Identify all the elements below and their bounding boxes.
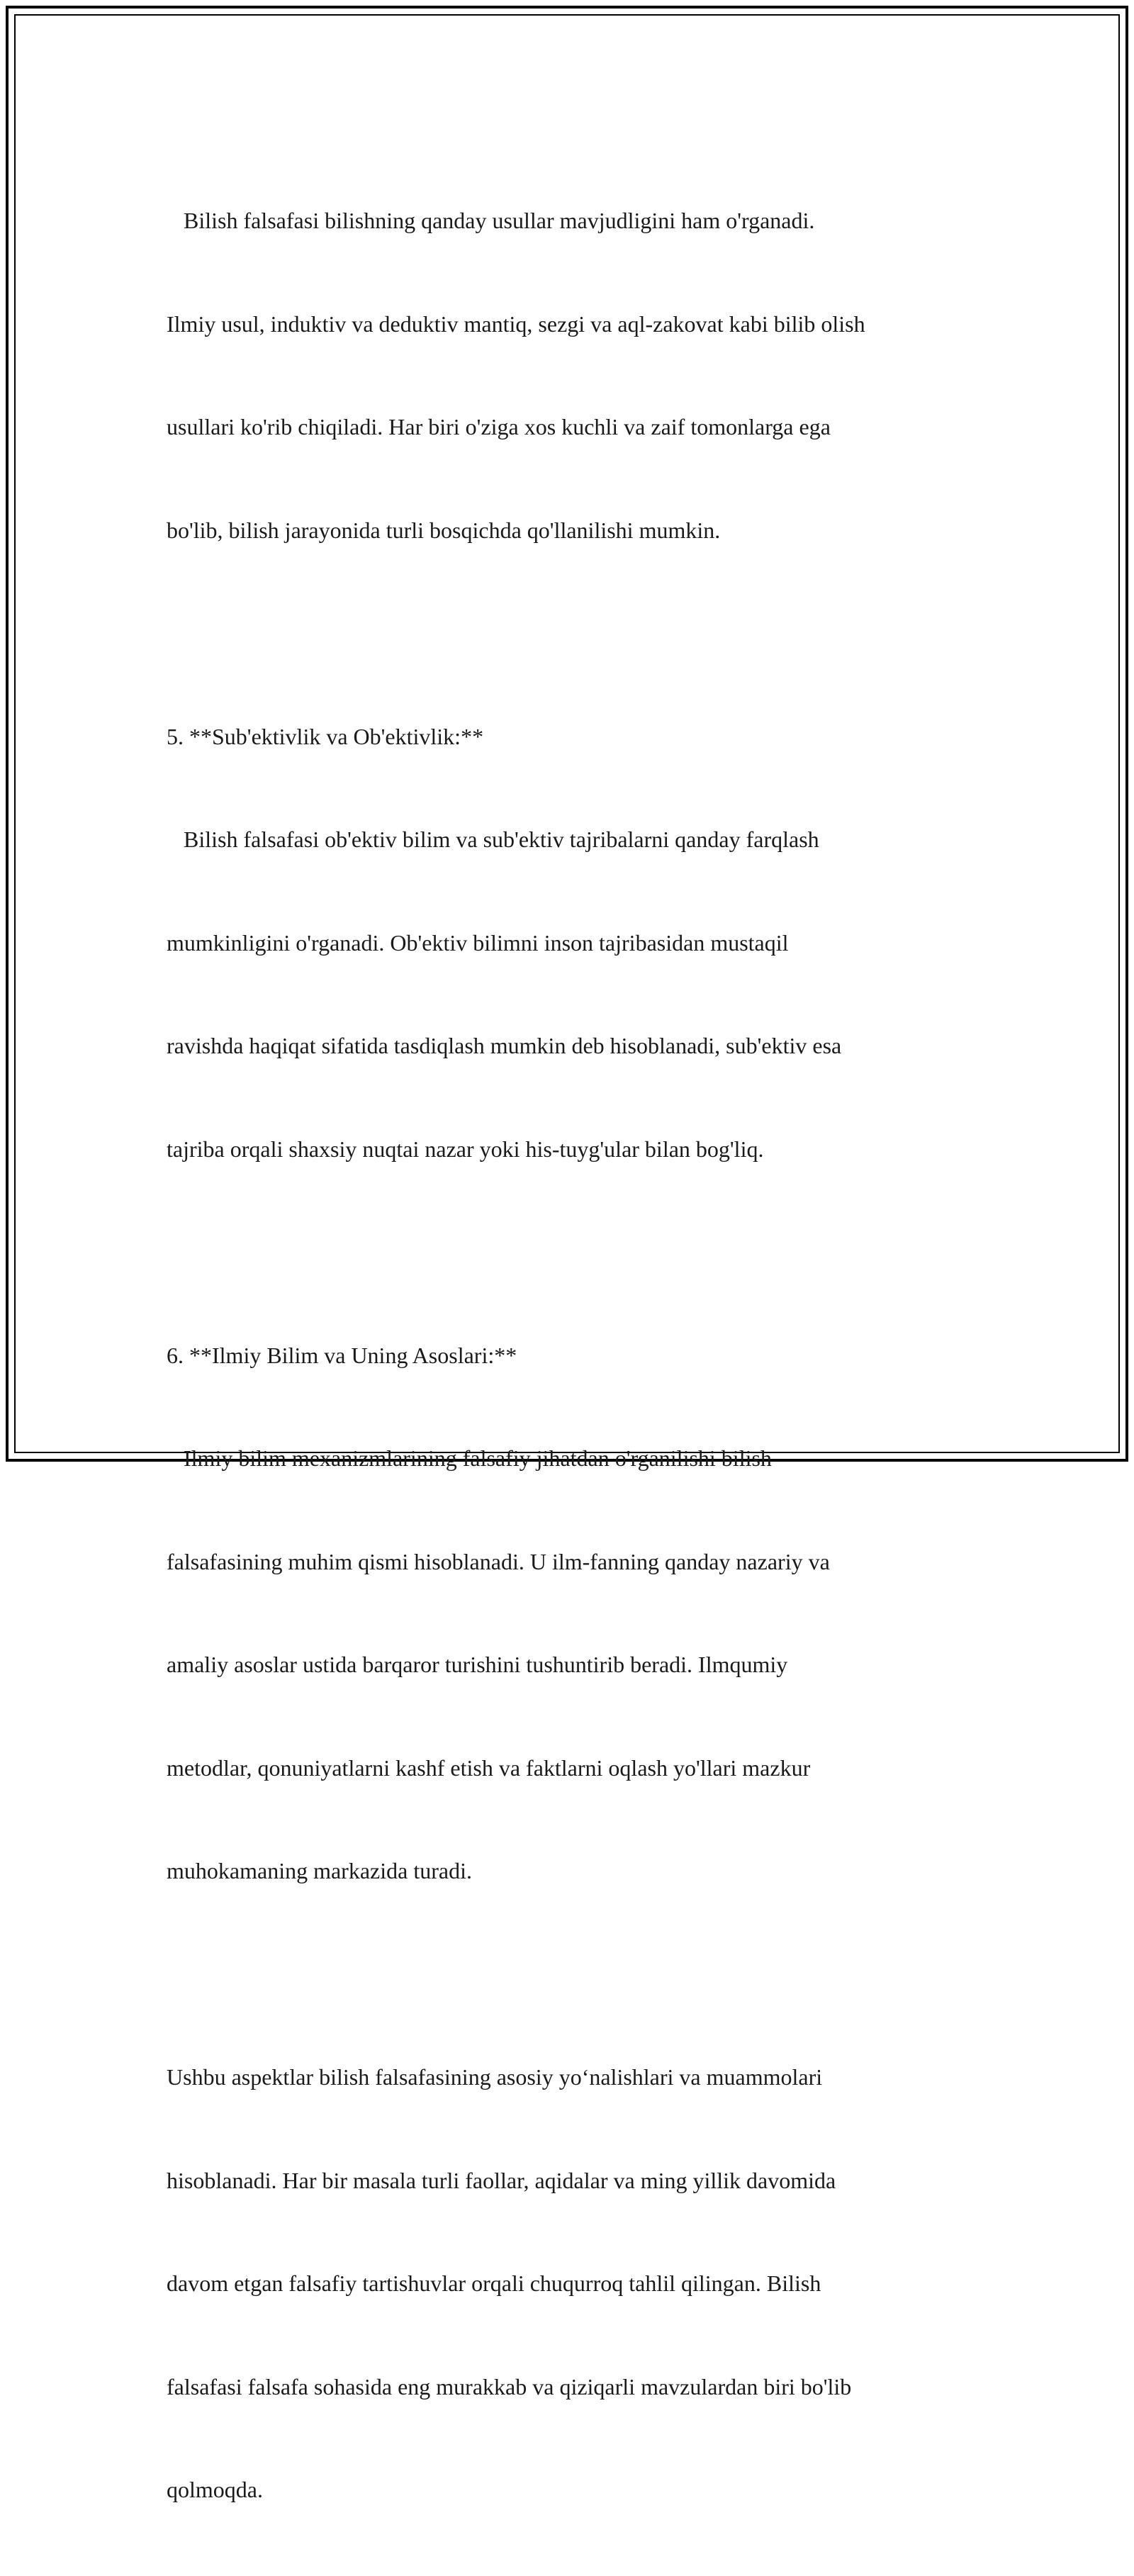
- text-line: muhokamaning markazida turadi.: [167, 1858, 472, 1883]
- text-line: Bilish falsafasi bilishning qanday usullar mavjudligini ham o'rganadi.: [167, 208, 815, 233]
- text-line: amaliy asoslar ustida barqaror turishini tushuntirib beradi. Ilmqumiy: [167, 1652, 788, 1677]
- paragraph-subjectivity-objectivity: [167, 651, 982, 1236]
- text-line: Ilmiy bilim mexanizmlarining falsafiy jihatdan o'rganilishi bilish: [167, 1445, 772, 1471]
- text-line: Bilish falsafasi ob'ektiv bilim va sub'ektiv tajribalarni qanday farqlash: [167, 827, 819, 852]
- text-line: davom etgan falsafiy tartishuvlar orqali chuqurroq tahlil qilingan. Bilish: [167, 2270, 821, 2296]
- text-line: mumkinligini o'rganadi. Ob'ektiv bilimni inson tajribasidan mustaqil: [167, 929, 789, 956]
- text-line: Ilmiy usul, induktiv va deduktiv mantiq, sezgi va aql-zakovat kabi bilib olish: [167, 310, 865, 337]
- paragraph-scientific-knowledge: [167, 1270, 982, 1957]
- text-line: falsafasi falsafa sohasida eng murakkab va qiziqarli mavzulardan biri bo'lib: [167, 2373, 852, 2399]
- paragraph-gap: [167, 1957, 982, 1992]
- text-line: qolmoqda.: [167, 2477, 263, 2502]
- section-heading: 6. **Ilmiy Bilim va Uning Asoslari:**: [167, 1342, 517, 1368]
- section-heading: 5. **Sub'ektivlik va Ob'ektivlik:**: [167, 723, 484, 749]
- text-line: ravishda haqiqat sifatida tasdiqlash mumkin deb hisoblanadi, sub'ektiv esa: [167, 1033, 842, 1058]
- text-line: Ushbu aspektlar bilish falsafasining asosiy yo‘nalishlari va muammolari: [167, 2064, 823, 2090]
- document-body: [167, 135, 982, 2576]
- paragraph-knowledge-methods: [167, 135, 982, 616]
- text-line: tajriba orqali shaxsiy nuqtai nazar yoki his-tuyg'ular bilan bog'liq.: [167, 1136, 764, 1162]
- text-line: hisoblanadi. Har bir masala turli faollar, aqidalar va ming yillik davomida: [167, 2167, 836, 2193]
- text-line: metodlar, qonuniyatlarni kashf etish va faktlarni oqlash yo'llari mazkur: [167, 1754, 811, 1781]
- text-line: usullari ko'rib chiqiladi. Har biri o'ziga xos kuchli va zaif tomonlarga ega: [167, 414, 831, 439]
- text-line: bo'lib, bilish jarayonida turli bosqichda qo'llanilishi mumkin.: [167, 517, 721, 543]
- paragraph-conclusion: [167, 1991, 982, 2576]
- paragraph-gap: [167, 1235, 982, 1270]
- text-line: falsafasining muhim qismi hisoblanadi. U ilm-fanning qanday nazariy va: [167, 1548, 830, 1574]
- paragraph-gap: [167, 616, 982, 651]
